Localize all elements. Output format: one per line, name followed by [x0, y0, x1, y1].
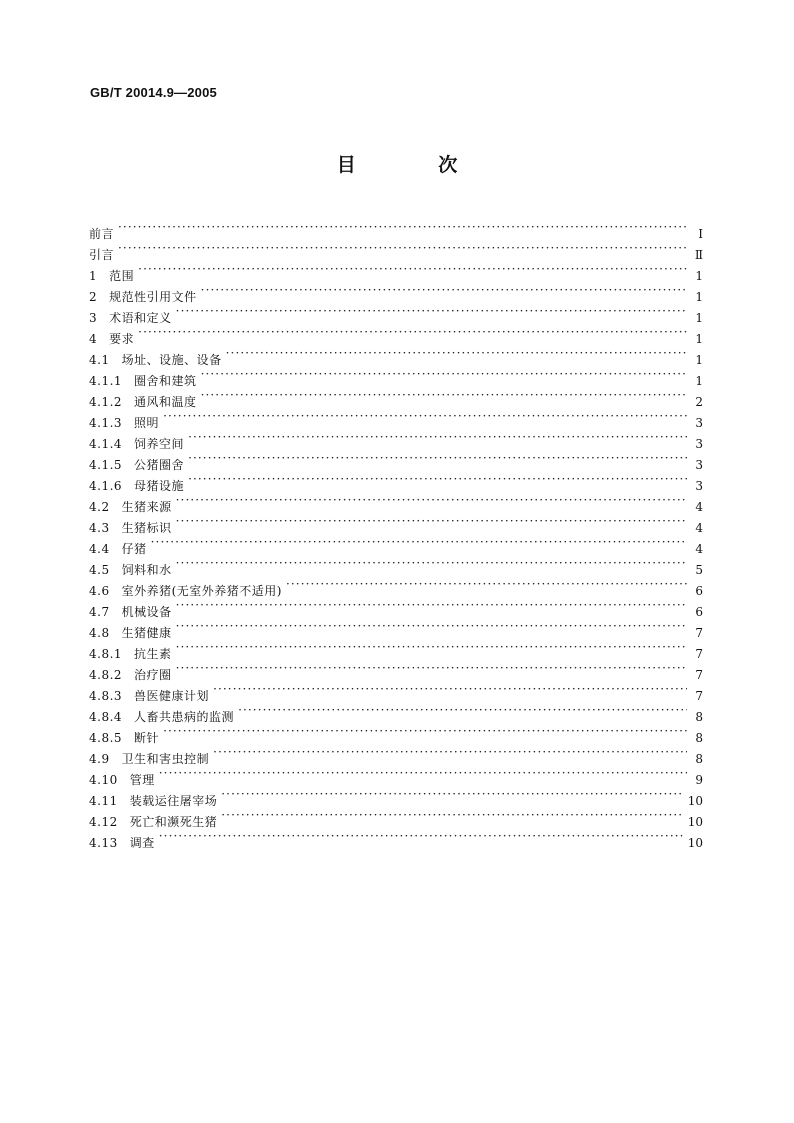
toc-entry[interactable] [89, 301, 703, 325]
toc-page-number: 10 [687, 794, 703, 808]
toc-dot-leader [201, 385, 687, 406]
toc-entry[interactable] [89, 784, 703, 808]
toc-dot-leader [163, 406, 687, 427]
toc-entry-label [89, 686, 209, 707]
toc-entry-number: 4.5 [89, 563, 110, 577]
toc-entry[interactable] [89, 721, 703, 745]
toc-dot-leader [138, 322, 687, 343]
toc-page-number: 1 [695, 290, 703, 304]
toc-entry-title: 室外养猪(无室外养猪不适用) [121, 584, 282, 598]
toc-dot-leader [176, 553, 687, 574]
toc-entry-label [89, 266, 134, 287]
toc-dot-leader [188, 427, 687, 448]
toc-entry-title: 机械设备 [121, 605, 172, 619]
toc-page-number: 1 [695, 311, 703, 325]
toc-entry[interactable] [89, 679, 703, 703]
toc-dot-leader [201, 364, 687, 385]
toc-dot-leader [201, 280, 687, 301]
toc-page-number: 4 [695, 542, 703, 556]
toc-entry-number: 4.9 [89, 752, 110, 766]
toc-entry-number: 4.1.6 [89, 479, 123, 493]
toc-entry[interactable] [89, 238, 703, 262]
toc-page-number: 1 [695, 353, 703, 367]
table-of-contents [89, 217, 703, 850]
toc-entry-number: 4.3 [89, 521, 110, 535]
toc-page-number: 3 [695, 458, 703, 472]
toc-entry[interactable] [89, 742, 703, 766]
toc-title: 目 次 [336, 154, 496, 176]
toc-dot-leader [213, 742, 687, 763]
toc-entry-number: 4.8.2 [89, 668, 123, 682]
toc-dot-leader [138, 259, 687, 280]
toc-entry-number: 4.8.4 [89, 710, 123, 724]
toc-entry-title: 仔猪 [121, 542, 147, 556]
toc-entry-number: 4.7 [89, 605, 110, 619]
toc-page-number: 7 [695, 668, 703, 682]
toc-entry-label [89, 770, 155, 791]
toc-page-number: 8 [695, 731, 703, 745]
toc-entry-title: 治疗圈 [134, 668, 172, 682]
toc-entry-label [89, 455, 184, 476]
toc-entry-title: 引言 [89, 248, 115, 262]
toc-entry-number: 4.10 [89, 773, 118, 787]
toc-entry-title: 要求 [109, 332, 135, 346]
toc-entry-title: 抗生素 [134, 647, 172, 661]
toc-entry[interactable] [89, 553, 703, 577]
toc-entry[interactable] [89, 511, 703, 535]
toc-entry[interactable] [89, 763, 703, 787]
toc-entry-label [89, 497, 172, 518]
toc-entry-title: 死亡和濒死生猪 [129, 815, 218, 829]
toc-entry-title: 母猪设施 [134, 479, 185, 493]
toc-entry[interactable] [89, 343, 703, 367]
toc-entry[interactable] [89, 826, 703, 850]
toc-entry-number: 4.8.5 [89, 731, 123, 745]
toc-dot-leader [188, 448, 687, 469]
toc-entry[interactable] [89, 490, 703, 514]
toc-entry-title: 卫生和害虫控制 [121, 752, 210, 766]
toc-entry-number: 4.1.3 [89, 416, 123, 430]
toc-entry-title: 圈舍和建筑 [134, 374, 197, 388]
toc-entry-label [89, 560, 172, 581]
toc-entry-number: 3 [89, 311, 98, 325]
toc-entry-label [89, 665, 172, 686]
toc-entry-title: 调查 [129, 836, 155, 850]
toc-dot-leader [221, 784, 683, 805]
toc-entry[interactable] [89, 637, 703, 661]
toc-entry-number: 4.1.5 [89, 458, 123, 472]
toc-entry-title: 场址、设施、设备 [121, 353, 222, 367]
toc-entry-number: 4.1 [89, 353, 110, 367]
toc-entry-label [89, 833, 155, 854]
toc-page-number: 4 [695, 521, 703, 535]
toc-page-number: Ⅱ [694, 248, 703, 262]
toc-entry-label [89, 245, 114, 266]
toc-page-number: 6 [695, 584, 703, 598]
toc-entry-label [89, 728, 159, 749]
toc-entry[interactable] [89, 658, 703, 682]
toc-page-number: 7 [695, 626, 703, 640]
toc-entry-title: 饲养空间 [134, 437, 185, 451]
toc-entry-title: 通风和温度 [134, 395, 197, 409]
toc-page-number: 8 [695, 710, 703, 724]
toc-page-number: 1 [695, 332, 703, 346]
toc-entry-title: 生猪标识 [121, 521, 172, 535]
toc-entry-number: 4.13 [89, 836, 118, 850]
toc-dot-leader [176, 511, 687, 532]
toc-entry-title: 饲料和水 [121, 563, 172, 577]
toc-page-number: 9 [695, 773, 703, 787]
toc-entry-number: 4.6 [89, 584, 110, 598]
toc-entry[interactable] [89, 532, 703, 556]
toc-entry-title: 术语和定义 [109, 311, 172, 325]
toc-entry[interactable] [89, 217, 703, 241]
toc-entry-title: 照明 [134, 416, 160, 430]
toc-entry-label [89, 413, 159, 434]
toc-dot-leader [176, 658, 687, 679]
toc-page-number: 1 [695, 374, 703, 388]
toc-entry-title: 装载运往屠宰场 [129, 794, 218, 808]
toc-entry-number: 4.8 [89, 626, 110, 640]
toc-entry-title: 范围 [109, 269, 135, 283]
toc-dot-leader [163, 721, 687, 742]
toc-entry-number: 1 [89, 269, 98, 283]
toc-entry[interactable] [89, 595, 703, 619]
toc-entry-number: 4.11 [89, 794, 118, 808]
toc-entry-label [89, 371, 197, 392]
toc-dot-leader [238, 700, 687, 721]
toc-entry[interactable] [89, 322, 703, 346]
toc-entry-number: 4.1.1 [89, 374, 123, 388]
toc-entry[interactable] [89, 427, 703, 451]
toc-entry-title: 前言 [89, 227, 115, 241]
toc-page-number: 4 [695, 500, 703, 514]
toc-page-number: 7 [695, 689, 703, 703]
toc-entry-label [89, 476, 184, 497]
toc-entry-label [89, 644, 172, 665]
toc-dot-leader [188, 469, 687, 490]
toc-dot-leader [286, 574, 687, 595]
toc-page-number: 6 [695, 605, 703, 619]
toc-entry-title: 规范性引用文件 [109, 290, 197, 304]
toc-page-number: 5 [695, 563, 703, 577]
toc-entry-title: 生猪来源 [121, 500, 172, 514]
toc-entry-title: 公猪圈舍 [134, 458, 185, 472]
toc-entry[interactable] [89, 406, 703, 430]
toc-entry-number: 4.1.2 [89, 395, 123, 409]
toc-entry-number: 4.2 [89, 500, 110, 514]
toc-entry-title: 管理 [129, 773, 155, 787]
toc-page-number: 7 [695, 647, 703, 661]
toc-page-number: 2 [695, 395, 703, 409]
toc-dot-leader [118, 217, 687, 238]
toc-dot-leader [176, 595, 687, 616]
toc-page-number: 1 [695, 269, 703, 283]
toc-page-number: 3 [695, 479, 703, 493]
toc-dot-leader [221, 805, 683, 826]
toc-dot-leader [176, 637, 687, 658]
toc-page-number: 10 [687, 815, 703, 829]
toc-entry-title: 兽医健康计划 [134, 689, 210, 703]
toc-dot-leader [118, 238, 687, 259]
toc-entry-label [89, 434, 184, 455]
toc-page-number: 3 [695, 416, 703, 430]
toc-page-number: Ⅰ [698, 227, 703, 241]
toc-dot-leader [159, 826, 684, 847]
toc-entry-number: 4.12 [89, 815, 118, 829]
toc-dot-leader [151, 532, 687, 553]
toc-entry-title: 断针 [134, 731, 160, 745]
toc-dot-leader [176, 301, 687, 322]
toc-dot-leader [176, 616, 687, 637]
toc-entry[interactable] [89, 280, 703, 304]
toc-entry[interactable] [89, 574, 703, 598]
toc-entry-label [89, 224, 114, 245]
toc-entry-number: 4 [89, 332, 98, 346]
standard-code: GB/T 20014.9—2005 [90, 85, 217, 100]
toc-entry-label [89, 602, 172, 623]
toc-dot-leader [226, 343, 687, 364]
toc-entry[interactable] [89, 616, 703, 640]
toc-entry-number: 4.4 [89, 542, 110, 556]
toc-entry-label [89, 791, 217, 812]
toc-page-number: 3 [695, 437, 703, 451]
toc-page-number: 10 [687, 836, 703, 850]
toc-dot-leader [159, 763, 687, 784]
toc-entry-number: 4.8.3 [89, 689, 123, 703]
toc-entry-label [89, 329, 134, 350]
toc-entry-label [89, 623, 172, 644]
toc-entry[interactable] [89, 259, 703, 283]
toc-page-number: 8 [695, 752, 703, 766]
toc-entry-number: 4.1.4 [89, 437, 123, 451]
toc-entry-number: 4.8.1 [89, 647, 123, 661]
toc-entry-label [89, 539, 147, 560]
toc-entry-title: 人畜共患病的监测 [134, 710, 235, 724]
toc-entry-title: 生猪健康 [121, 626, 172, 640]
toc-entry-number: 2 [89, 290, 98, 304]
toc-dot-leader [213, 679, 687, 700]
toc-dot-leader [176, 490, 687, 511]
